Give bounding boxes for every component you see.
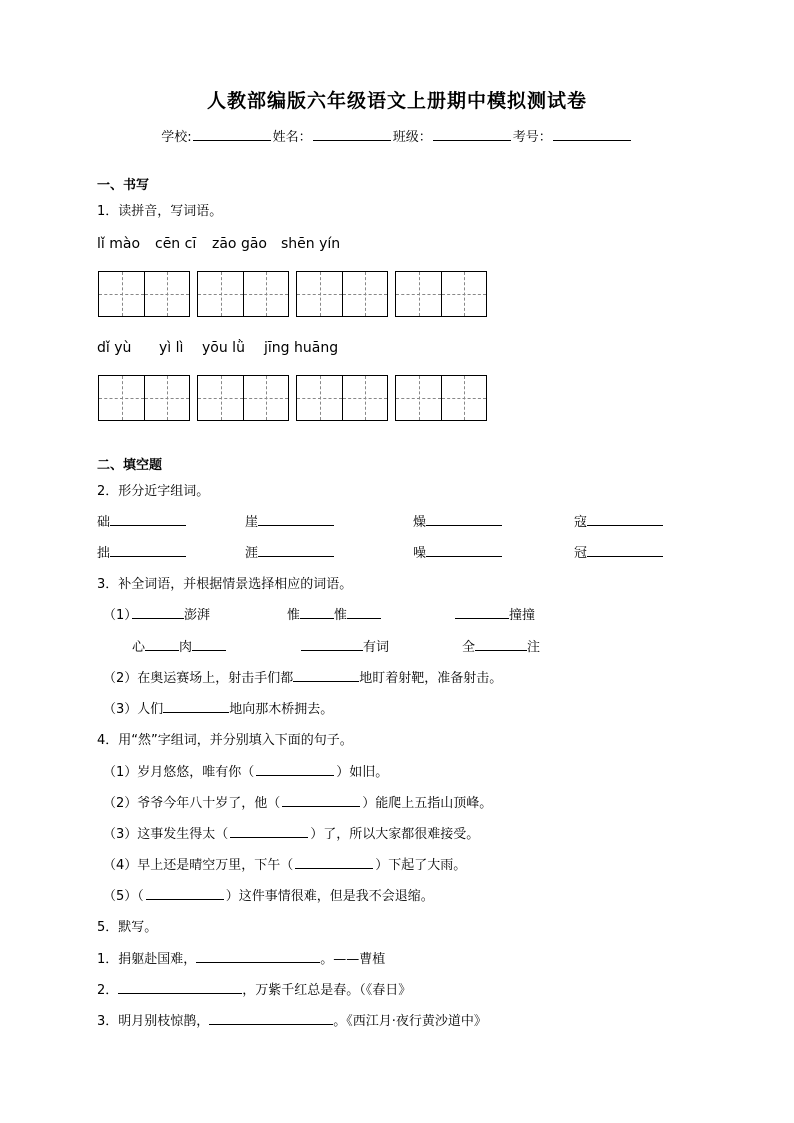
q5-blank[interactable] [196, 950, 320, 963]
q4-text: ）了，所以大家都很难接受。 [310, 827, 480, 842]
q5-text: ，万紫千红总是春。（《春日》 [242, 983, 412, 998]
pinyin-2-2: yì lì [159, 340, 184, 356]
q3-blank[interactable] [301, 638, 363, 651]
q4-blank[interactable] [295, 856, 373, 869]
q2-char: 冠 [574, 546, 588, 561]
q4-blank[interactable] [282, 794, 360, 807]
q2-item-2 [245, 511, 334, 530]
q4-text: ）如旧。 [336, 765, 389, 780]
q2-char: 涯 [245, 546, 259, 561]
question-4: 4．用“然”字组词，并分别填入下面的句子。 [97, 733, 353, 748]
question-5: 5．默写。 [97, 920, 158, 935]
q4-text: ）这件事情很难，但是我不会退缩。 [225, 889, 434, 904]
section-heading-fill: 二、填空题 [97, 458, 163, 473]
q4-text: （4）早上还是晴空万里，下午（ [103, 858, 294, 873]
q3-text: 注 [527, 640, 541, 655]
q2-item-5 [97, 542, 186, 561]
school-blank[interactable] [193, 128, 271, 141]
q4-text: ）能爬上五指山顶峰。 [362, 796, 493, 811]
school-label: 学校: [161, 130, 192, 145]
section-heading-writing: 一、书写 [97, 178, 150, 193]
question-1: 1．读拼音，写词语。 [97, 204, 223, 219]
q4-text: （5）（ [103, 889, 144, 904]
number-blank[interactable] [553, 128, 631, 141]
q3-word-1 [132, 604, 210, 623]
q3-text: 地向那木桥拥去。 [229, 702, 334, 717]
q3-blank[interactable] [300, 606, 334, 619]
q3-text: 地盯着射靶，准备射击。 [359, 671, 503, 686]
q4-sentence-2 [103, 792, 492, 811]
q3-text: 肉 [179, 640, 193, 655]
q3-blank[interactable] [475, 638, 527, 651]
q3-blank[interactable] [192, 638, 226, 651]
q3-blank[interactable] [145, 638, 179, 651]
q3-word-6 [462, 636, 540, 655]
q4-text: （1）岁月悠悠，唯有你（ [103, 765, 255, 780]
q3-sentence-2 [103, 667, 502, 686]
q3-word-2 [287, 604, 381, 623]
q5-line-3 [97, 1010, 487, 1029]
class-label: 班级： [392, 130, 432, 145]
q2-blank[interactable] [426, 513, 502, 526]
writing-grid-4[interactable] [395, 271, 487, 317]
q4-sentence-4 [103, 854, 466, 873]
student-info-line [0, 126, 794, 145]
question-2: 2．形分近字组词。 [97, 484, 210, 499]
pinyin-1-2: cēn cī [155, 236, 197, 252]
q5-text: 。——曹植 [320, 952, 386, 967]
q2-char: 崖 [245, 515, 259, 530]
writing-grid-3[interactable] [296, 271, 388, 317]
q3-word-4 [132, 636, 226, 655]
q3-blank[interactable] [347, 606, 381, 619]
q2-item-1 [97, 511, 186, 530]
pinyin-1-1: lǐ mào [97, 236, 141, 252]
writing-grid-1[interactable] [98, 271, 190, 317]
q5-text: 1．捐躯赴国难， [97, 952, 197, 967]
q2-blank[interactable] [258, 513, 334, 526]
q3-text: 心 [132, 640, 146, 655]
q5-text: 。《西江月·夜行黄沙道中》 [333, 1014, 487, 1029]
pinyin-2-1: dǐ yù [97, 340, 132, 356]
pinyin-2-4: jīng huāng [264, 340, 339, 356]
q2-item-7 [413, 542, 502, 561]
q4-text: （2）爷爷今年八十岁了，他（ [103, 796, 281, 811]
q4-blank[interactable] [256, 763, 334, 776]
q4-blank[interactable] [230, 825, 308, 838]
writing-grid-6[interactable] [197, 375, 289, 421]
q4-sentence-3 [103, 823, 479, 842]
q2-blank[interactable] [587, 513, 663, 526]
q4-sentence-5 [103, 885, 434, 904]
q2-blank[interactable] [110, 544, 186, 557]
writing-grid-8[interactable] [395, 375, 487, 421]
q2-char: 噪 [413, 546, 427, 561]
q2-blank[interactable] [258, 544, 334, 557]
name-label: 姓名： [272, 130, 312, 145]
q4-blank[interactable] [146, 887, 224, 900]
q5-text: 2． [97, 983, 119, 998]
q2-blank[interactable] [110, 513, 186, 526]
page-title: 人教部编版六年级语文上册期中模拟测试卷 [206, 90, 587, 112]
writing-grid-5[interactable] [98, 375, 190, 421]
q3-text: 全 [462, 640, 476, 655]
q3-blank[interactable] [293, 669, 359, 682]
q2-char: 拙 [97, 546, 111, 561]
q5-blank[interactable] [118, 981, 242, 994]
q3-word-5 [301, 636, 389, 655]
q5-text: 3．明月别枝惊鹊， [97, 1014, 210, 1029]
q3-text: 澎湃 [184, 608, 211, 623]
q3-text: （3）人们 [103, 702, 164, 717]
q2-char: 燥 [413, 515, 427, 530]
q2-item-6 [245, 542, 334, 561]
number-label: 考号： [512, 130, 552, 145]
q5-line-1 [97, 948, 385, 967]
q2-char: 寇 [574, 515, 588, 530]
q2-char: 础 [97, 515, 111, 530]
q4-text: （3）这事发生得太（ [103, 827, 229, 842]
writing-grid-2[interactable] [197, 271, 289, 317]
name-blank[interactable] [313, 128, 391, 141]
q2-blank[interactable] [426, 544, 502, 557]
writing-grid-7[interactable] [296, 375, 388, 421]
q3-blank[interactable] [132, 606, 184, 619]
q3-blank[interactable] [455, 606, 509, 619]
q3-text: 惟 [287, 608, 301, 623]
q2-blank[interactable] [587, 544, 663, 557]
q5-blank[interactable] [209, 1012, 333, 1025]
question-3: 3．补全词语，并根据情景选择相应的词语。 [97, 577, 353, 592]
q3-word-3 [455, 604, 535, 623]
q5-line-2 [97, 979, 411, 998]
q2-item-8 [574, 542, 663, 561]
pinyin-2-3: yōu lǜ [202, 340, 245, 356]
pinyin-1-3: zāo gāo [212, 236, 267, 252]
class-blank[interactable] [433, 128, 511, 141]
pinyin-1-4: shēn yín [281, 236, 341, 252]
q2-item-3 [413, 511, 502, 530]
q3-blank[interactable] [163, 700, 229, 713]
q3-text: 惟 [334, 608, 348, 623]
q3-1-label: （1） [103, 608, 138, 623]
q3-sentence-3 [103, 698, 333, 717]
q3-text: 有词 [363, 640, 390, 655]
q2-item-4 [574, 511, 663, 530]
q3-text: （2）在奥运赛场上，射击手们都 [103, 671, 294, 686]
q4-sentence-1 [103, 761, 388, 780]
q4-text: ）下起了大雨。 [375, 858, 467, 873]
q3-text: 撞撞 [509, 608, 536, 623]
